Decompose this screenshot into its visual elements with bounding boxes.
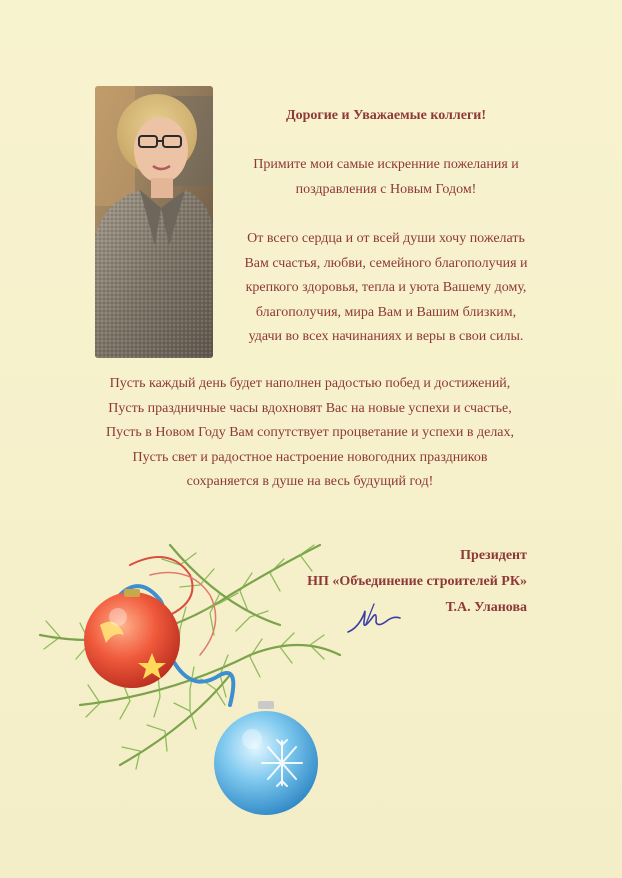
text-line: Вам счастья, любви, семейного благополучия и (244, 255, 528, 271)
text-line: Примите мои самые искренние пожелания и (253, 157, 519, 172)
text-line: Пусть свет и радостное настроение новогодних праздников (132, 449, 488, 465)
paragraph-heartfelt (228, 227, 544, 350)
text-line: Пусть в Новом Году Вам сопутствует процветание и успехи в делах, (105, 425, 515, 440)
signer-organization: НП «Объединение строителей РК» (307, 574, 527, 589)
text-line: сохраняется в душе на весь будущий год! (186, 474, 434, 489)
signer-title: Президент (460, 548, 527, 563)
text-line: поздравления с Новым Годом! (295, 181, 477, 197)
text-line: благополучия, мира Вам и Вашим близким, (255, 304, 517, 320)
text-line: Пусть праздничные часы вдохновят Вас на новые успехи и счастье, (108, 400, 512, 416)
christmas-tree-decoration (20, 505, 350, 825)
signer-name: Т.А. Уланова (445, 600, 527, 615)
handwritten-signature (344, 598, 404, 638)
text-line: удачи во всех начинаниях и веры в свои силы. (248, 329, 524, 344)
text-line: От всего сердца и от всей души хочу пожелать (247, 231, 525, 246)
paragraph-let-wishes (88, 372, 532, 495)
portrait-photo (95, 86, 213, 358)
greeting-heading: Дорогие и Уважаемые коллеги! (285, 108, 487, 123)
text-line: Пусть каждый день будет наполнен радостью побед и достижений, (109, 376, 511, 391)
text-line: крепкого здоровья, тепла и уюта Вашему дому, (245, 280, 527, 295)
paragraph-wishes (236, 153, 536, 202)
